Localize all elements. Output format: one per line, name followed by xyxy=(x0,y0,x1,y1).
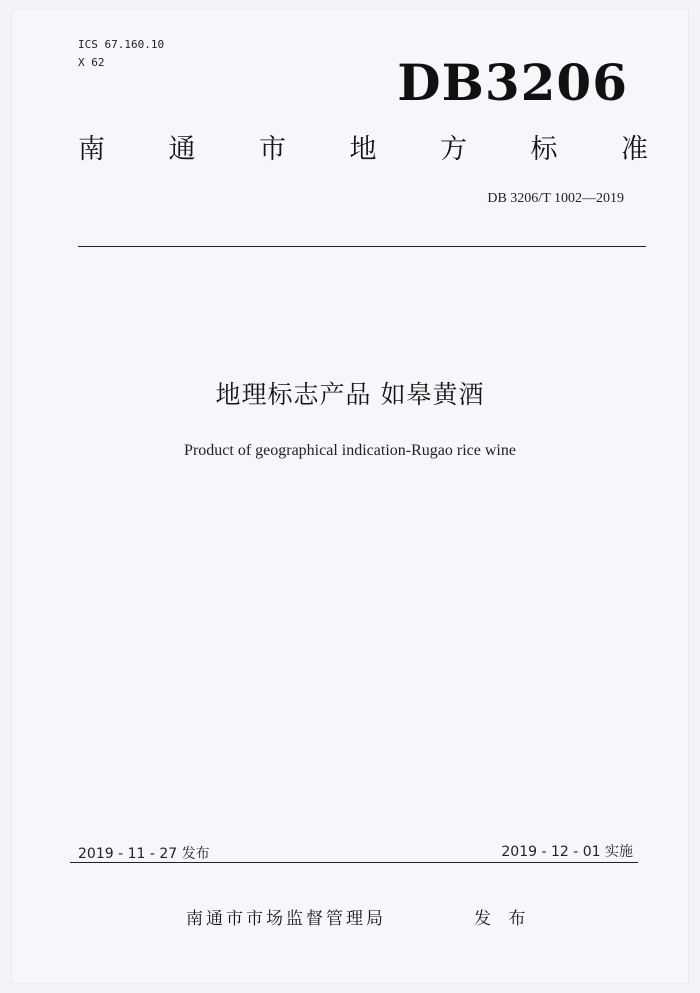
classification-block xyxy=(78,36,164,72)
title-char: 标 xyxy=(530,134,558,165)
standard-number: DB 3206/T 1002—2019 xyxy=(487,191,624,206)
document-title-cn: 地理标志产品 如皋黄酒 xyxy=(215,380,485,409)
category-code: X 62 xyxy=(78,56,105,69)
implement-date: 2019 - 12 - 01 实施 xyxy=(501,844,633,860)
footer-divider xyxy=(70,862,638,863)
title-char: 南 xyxy=(78,134,105,165)
standard-code: DB3206 xyxy=(397,53,628,112)
title-char: 方 xyxy=(440,134,467,165)
title-char: 准 xyxy=(621,134,648,165)
publish-date: 2019 - 11 - 27 发布 xyxy=(78,846,210,862)
issue-label: 发 布 xyxy=(474,909,532,929)
title-char: 市 xyxy=(259,134,286,165)
title-char: 通 xyxy=(168,134,196,165)
header-divider xyxy=(78,246,646,247)
ics-code: ICS 67.160.10 xyxy=(78,38,165,51)
publisher: 南通市市场监督管理局 xyxy=(186,909,386,929)
title-char: 地 xyxy=(349,134,377,165)
document-title-en: Product of geographical indication-Rugao rice wine xyxy=(184,442,516,459)
standard-type-title xyxy=(78,136,648,163)
